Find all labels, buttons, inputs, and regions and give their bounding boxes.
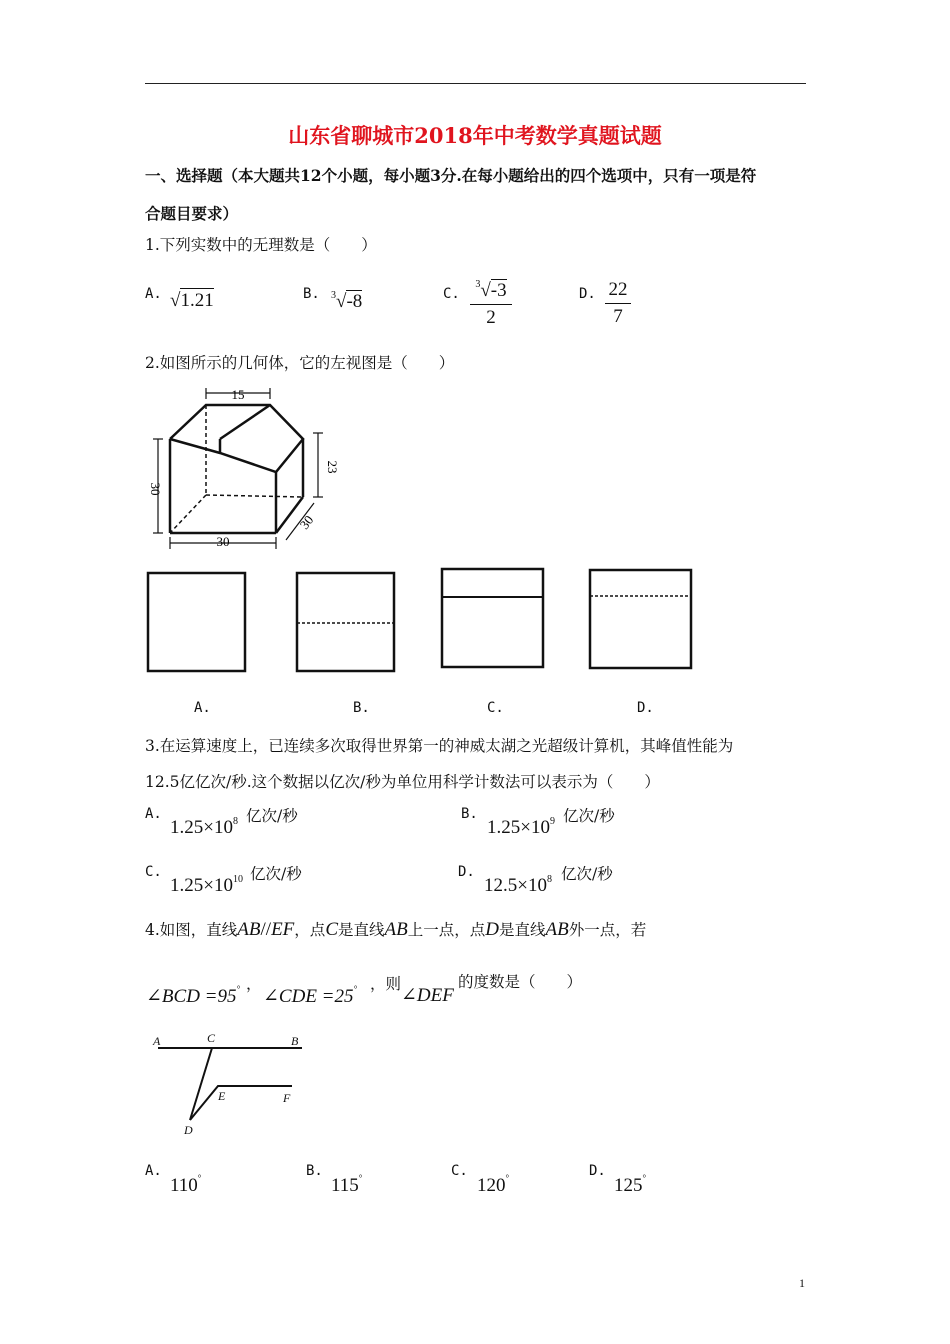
q2-view-c [441,568,545,668]
q3-option-b-label: B. [461,806,478,822]
q2-dim-left: 30 [148,482,163,496]
q2-label-d: D. [637,700,654,716]
q3-option-d-unit: 亿次/秒 [561,865,613,883]
q2-solid-figure [148,385,338,555]
header-rule [145,83,806,84]
q4-fig-label-c: C [207,1031,216,1045]
page-title: 山东省聊城市2018年中考数学真题试题 [288,123,662,148]
q3-option-b: $1.25\times 10^9$ [487,816,555,838]
q4-then: ，则 [370,975,402,993]
q1-b-radicand: -8 [346,291,363,312]
q3-option-a-label: A. [145,806,162,822]
q4-fig-label-b: B [291,1034,299,1048]
q1-option-a-label: A. [145,286,162,302]
q2-dim-depth: 30 [296,512,317,532]
q4-option-d: 125° [614,1173,647,1196]
q1-c-index: 3 [475,279,481,290]
q4-angle-def: ∠DEF [401,985,454,1006]
q2-dim-right: 23 [325,460,340,474]
fraction-bar [605,303,631,304]
q1-option-d-label: D. [579,286,596,302]
q2-view-d [589,569,693,669]
q4-comma: ， [246,975,262,993]
page-number: 1 [799,1276,805,1290]
q3-option-a-unit: 亿次/秒 [246,807,298,825]
radical-sign-icon: √ [170,290,181,311]
q4-option-a-label: A. [145,1163,162,1179]
q4-fig-label-a: A [153,1034,161,1048]
radical-sign-icon: √ [336,291,347,312]
q1-a-radicand: 1.21 [180,290,214,311]
q3-option-b-unit: 亿次/秒 [563,807,615,825]
q1-d-denominator: 7 [613,306,623,327]
q4-option-d-label: D. [589,1163,606,1179]
q3-option-d-label: D. [458,864,475,880]
q4-option-b-label: B. [306,1163,323,1179]
q4-angle-cde: ∠CDE =25° [263,984,358,1007]
q2-label-b: B. [353,700,370,716]
q4-option-b: 115° [331,1173,363,1196]
q2-label-a: A. [194,700,211,716]
q3-stem-line1: 3.在运算速度上，已连续多次取得世界第一的神威太湖之光超级计算机，其峰值性能为 [145,737,734,755]
q1-option-a [170,290,214,312]
q3-option-c-unit: 亿次/秒 [250,865,302,883]
q2-dim-bottom: 30 [216,534,230,549]
q4-fig-label-e: E [218,1089,226,1103]
section-heading-line2: 合题目要求） [145,204,239,223]
q2-view-b [296,572,396,672]
q4-option-c-label: C. [451,1163,468,1179]
q2-stem: 2.如图所示的几何体，它的左视图是（ ） [145,354,455,372]
q3-option-d: $12.5\times 10^8$ [484,874,552,896]
q1-stem: 1.下列实数中的无理数是（ ） [145,236,377,254]
q1-option-c [470,279,512,329]
q1-option-c-label: C. [443,286,460,302]
q3-option-a: $1.25\times 10^8$ [170,816,238,838]
q4-figure [150,1028,320,1138]
q1-option-b-label: B. [303,286,320,302]
q3-stem-line2: 12.5亿亿次/秒.这个数据以亿次/秒为单位用科学计数法可以表示为（ ） [145,773,660,791]
q4-fig-label-d: D [184,1123,193,1137]
q2-label-c: C. [487,700,504,716]
q4-stem-line1: 4.如图，直线AB//EF，点C是直线AB上一点，点D是直线AB外一点，若 [145,919,647,940]
q3-option-c-label: C. [145,864,162,880]
q1-c-radicand: -3 [490,280,507,301]
q4-tail: 的度数是（ ） [458,973,583,991]
fraction-bar [470,304,512,305]
q2-view-a [147,572,247,672]
q1-c-denominator: 2 [486,307,496,328]
q2-dim-top: 15 [231,387,245,402]
q4-angle-bcd: ∠BCD =95° [146,984,241,1007]
section-heading-line1: 一、选择题（本大题共12个小题，每小题3分.在每小题给出的四个选项中，只有一项是符 [145,166,757,185]
q1-option-b [331,290,362,313]
q4-fig-label-f: F [283,1091,291,1105]
q3-option-c: $1.25\times 10^{10}$ [170,874,243,896]
q4-option-a: 110° [170,1173,202,1196]
q1-d-numerator: 22 [608,279,628,300]
q1-option-d [605,279,631,328]
q4-option-c: 120° [477,1173,510,1196]
q1-b-index: 3 [331,290,336,301]
radical-sign-icon: √ [480,280,491,301]
